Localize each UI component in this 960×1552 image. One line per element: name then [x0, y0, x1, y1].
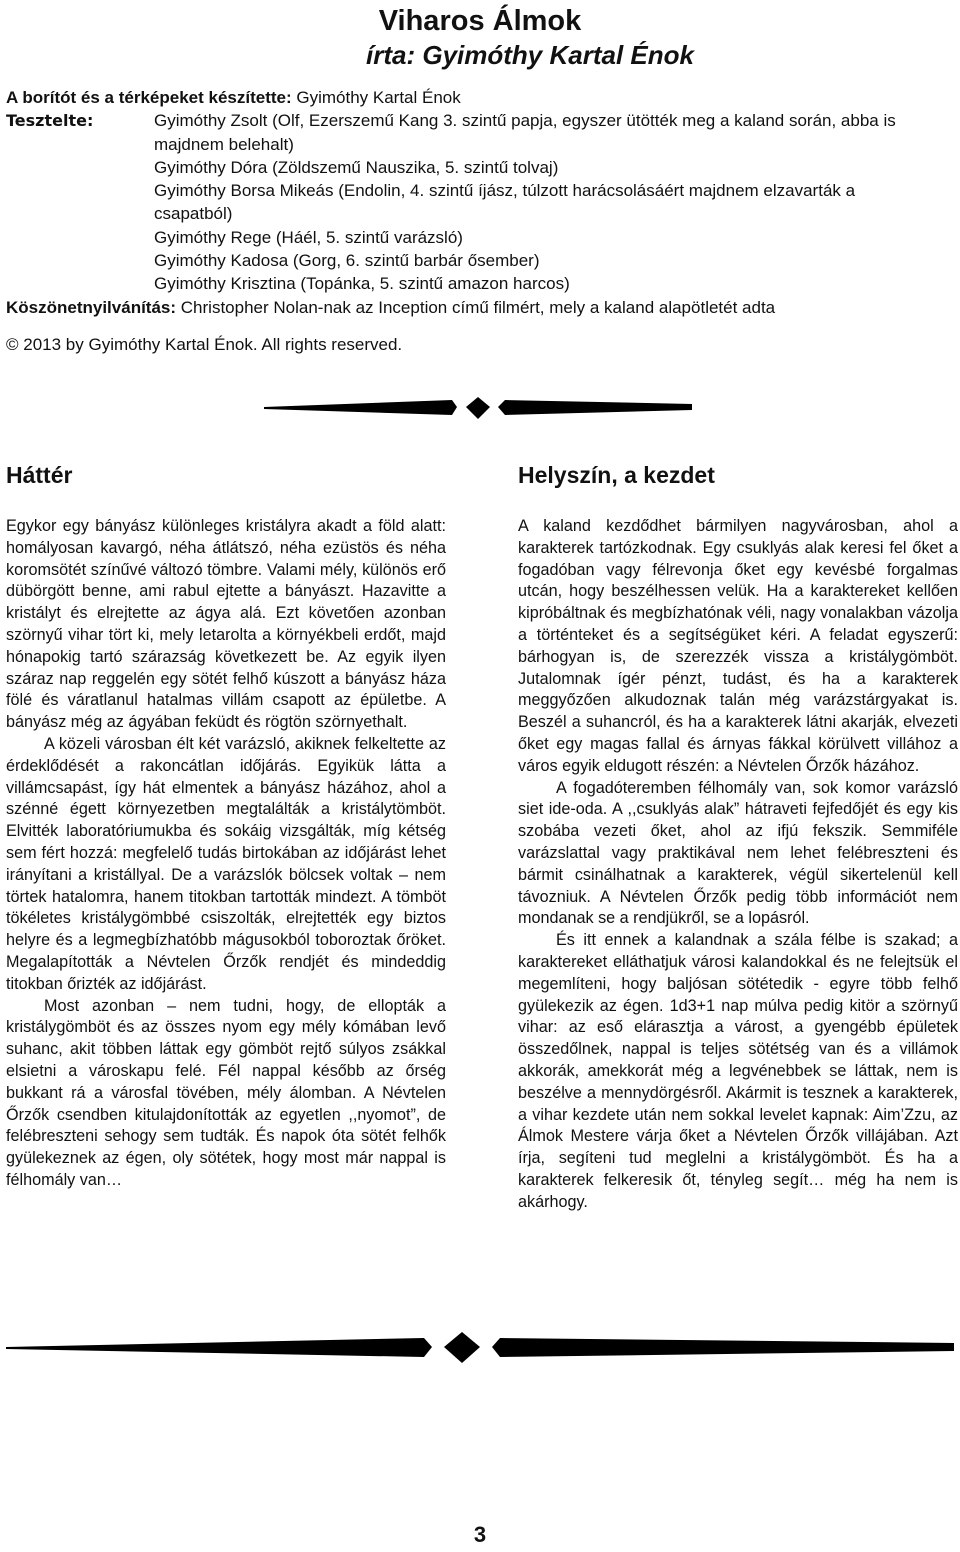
tester-line: Gyimóthy Krisztina (Topánka, 5. szintű amazon harcos): [154, 274, 570, 294]
tester-line: Gyimóthy Borsa Mikeás (Endolin, 4. szintű íjász, túlzott harácsolásáért majdnem elzavarták a csapatból): [154, 181, 856, 224]
section-heading-helyszin: Helyszín, a kezdet: [518, 462, 715, 488]
acknowledgement-label: Köszönetnyilvánítás:: [6, 297, 177, 317]
left-column: [6, 458, 446, 1192]
document-author: írta: Gyimóthy Kartal Énok: [366, 40, 694, 70]
paragraph: Most azonban – nem tudni, hogy, de ellopták a kristálygömböt és az összes nyom egy mély kómában levő suhanc, akit többen láttak egy gömböt rejtő súlyos zsákkal elsietni a városkapu felé. Fél nappal később az őrség bukkant rá a városfal tövében, mély álomban. A Névtelen Őrzők csendben kitulajdonították az egyetlen ,,nyomot”, de felébreszteni sehogy sem tudták. És napok óta sötét felhők gyülekeznek az égen, oly sötétek, hogy most már nappal is félhomály van…: [6, 996, 446, 1189]
cover-credit-label: A borítót és a térképeket készítette:: [6, 88, 292, 107]
cover-credit: [6, 86, 956, 109]
tester-line: Gyimóthy Rege (Háél, 5. szintű varázsló): [154, 227, 463, 247]
credits-block: [6, 86, 956, 319]
copyright-line: [6, 334, 402, 356]
testers-label: Tesztelte:: [6, 111, 94, 131]
tester-line: Gyimóthy Zsolt (Olf, Ezerszemű Kang 3. szintű papja, egyszer ütötték meg a kaland során, abba is majdnem belehalt): [154, 111, 896, 154]
paragraph: A kaland kezdődhet bármilyen nagyvárosban, ahol a karakterek tartózkodnak. Egy csuklyás alak keresi fel őket a fogadóban vagy félrevonja őket egy kevésbé forgalmas utcán, hogy beszélhessen velük. Ha a karaktereket kellően kipróbáltnak és megbízhatónak véli, nagy vonalakban vázolja a történteket és a segítségüket kéri. A feladat egyszerű: bárhogyan is, de szerezzék vissza a kristálygömböt. Jutalomnak ígér pénzt, tudást, és ha a karakterek meggyőzően alkudoznak talán még varázstárgyakat is. Beszél a suhancról, és ha a karakterek látni akarják, elvezeti őket egy magas fallal és árnyas fákkal körülvett villához a város egyik eldugott részén: a Névtelen Őrzők házához.: [518, 517, 958, 775]
paragraph: Egykor egy bányász különleges kristályra akadt a föld alatt: homályosan kavargó, néha átlátszó, néha ezüstös és néha koromsötét színűvé változó tömbre. Valami mély, különös erő dübörgött benne, ami rabul ejtette a bányászt. Hazavitte a kristályt és elrejtette az ágya alá. Ezt követően azonban szörnyű vihar tört ki, mely letarolta a környékbeli erdőt, majd hónapokig tartó szárazság következett be. Az egyik ilyen száraz nap reggelén egy sötét felhő kúszott a bányász háza fölé és váratlanul hatalmas villám csapott az épületbe. A bányász még az ágyában feküdt és rögtön szörnyethalt.: [6, 517, 446, 732]
right-column: [518, 458, 958, 1214]
divider-ornament-bottom: [4, 1330, 956, 1366]
document-title: Viharos Álmok: [378, 5, 582, 37]
cover-credit-value: Gyimóthy Kartal Énok: [291, 88, 461, 107]
testers-row: [6, 109, 956, 295]
page-number: 3: [473, 1522, 487, 1547]
testers-list: [154, 109, 956, 295]
copyright-symbol: ©: [6, 335, 19, 354]
paragraph: A közeli városban élt két varázsló, akiknek felkeltette az érdeklődését a rakoncátlan időjárás. Egyikük látta a villámcsapást, így hát elmentek a bányász házához, ahol a szénné égett környezetben megtalálták a kristálytömböt. Elvitték laboratóriumukba és sokáig vizsgálták, míg kétség sem fért hozzá: megfelelő tudás birtokában az időjárást lehet irányítani a kristállyal. De a varázslók bölcsek voltak – nem törtek hatalomra, hanem titokban tartották mindezt. A tömböt tökéletes kristálygömbbé csiszolták, elrejtették egy biztos helyre és a legmegbízhatóbb mágusokból toboroztak őröket. Megalapították a Névtelen Őrzők rendjét és mindeddig titokban őrizték az időjárást.: [6, 734, 446, 993]
paragraph: És itt ennek a kalandnak a szála félbe is szakad; a karaktereket elláthatjuk városi kalandokkal és ne felejtsük el megemlíteni, hogy baljósan sötétedik - egyre több felhő gyülekezik az égen. 1d3+1 nap múlva pedig kitör a szörnyű vihar: az eső elárasztja a várost, a gyengébb épületek összedőlnek, nappal is teljes sötétség van és a villámok akkorák, amekkorát még a legvénebbek se láttak, nem is beszélve a mennydörgésről. Akármit is tesznek a karakterek, a vihar kezdete után nem sokkal levelet kapnak: Aim’Zzu, az Álmok Mestere várja őket a Névtelen Őrzők villájában. Azt írja, segíteni tud meglelni a kristálygömböt. És ha a karakterek felkeresik őt, tényleg segít… még ha nem is akárhogy.: [518, 931, 958, 1211]
acknowledgement-value: Christopher Nolan-nak az Inception című filmért, mely a kaland alapötletét adta: [176, 297, 776, 317]
tester-line: Gyimóthy Kadosa (Gorg, 6. szintű barbár ősember): [154, 251, 540, 271]
acknowledgement: [6, 296, 956, 319]
section-heading-hatter: Háttér: [6, 462, 73, 488]
divider-ornament-top: [262, 396, 694, 422]
document-title-block: [0, 2, 960, 70]
paragraph: A fogadóteremben félhomály van, sok komor varázsló siet ide-oda. A ,,csuklyás alak” hátraveti fejfedőjét és egy kis szobába vezeti őket, ahol az ifjú fekszik. Semmiféle varázslattal vagy praktikával nem lehet felébreszteni és bármit csinálhatnak a karakterek, végül sikertelenül kell távozniuk. A Névtelen Őrzők pedig több információt nem mondanak se a rendjükről, se a lopásról.: [518, 778, 958, 928]
tester-line: Gyimóthy Dóra (Zöldszemű Nauszika, 5. szintű tolvaj): [154, 157, 559, 177]
copyright-text: 2013 by Gyimóthy Kartal Énok. All rights reserved.: [18, 335, 403, 354]
